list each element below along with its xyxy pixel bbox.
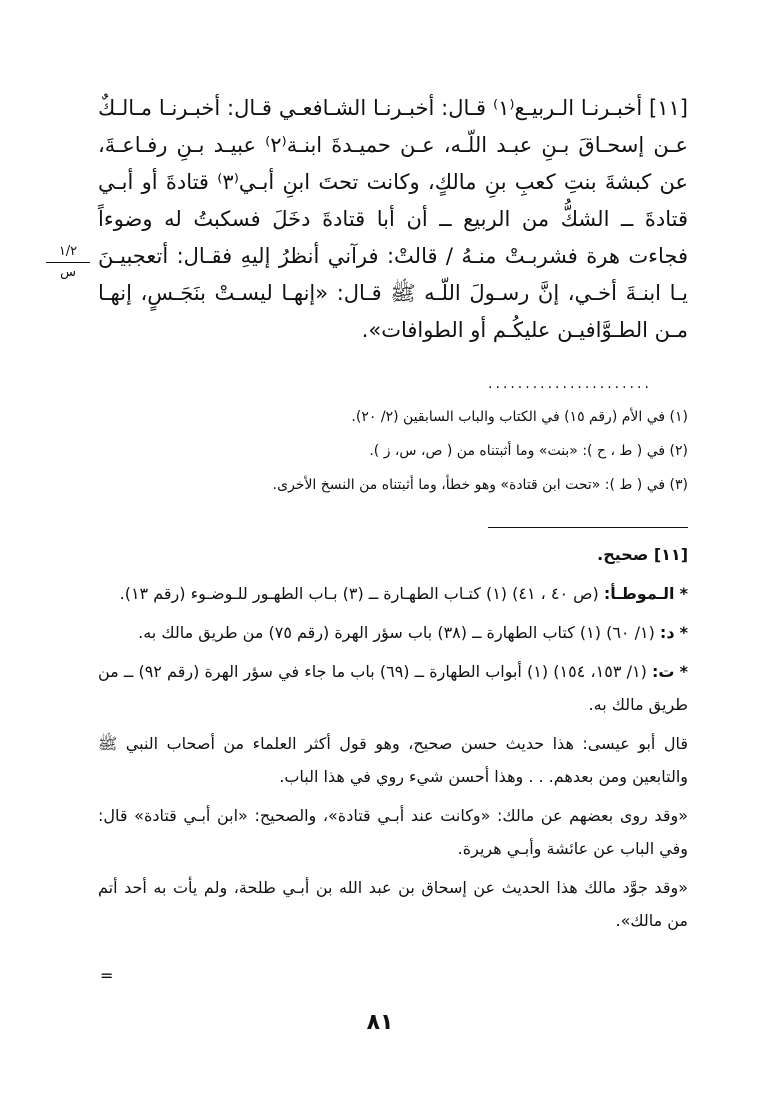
folio-number: ١/٢ [46,244,90,263]
reference-tirmidhi [98,655,688,721]
margin-folio-note [46,244,90,281]
reference-muwatta [98,577,688,610]
reference-text: (١/ ١٥٣، ١٥٤) (١) أبواب الطهارة ــ (٦٩) باب ما جاء في سؤر الهرة (رقم ٩٢) ــ من طريق مالك به. [98,662,688,714]
hadith-paragraph: [١١] أخبـرنـا الـربيـع⁽١⁾ قـال: أخبـرنـا الشـافعـي قـال: أخبـرنـا مـالـكٌ عـن إسحـاقَ بـنِ عبـد اللّـه، عـن حميـدةَ ابنـة⁽٢⁾ عبيـد بـنِ رفـاعـةَ، عن كبشةَ بنتِ كعبِ بنِ مالكٍ، وكانت تحتَ ابنِ أبـي⁽٣⁾ قتادةَ أو أبـي قتادةَ ــ الشكُّ من الربيع ــ أن أبا قتادةَ دخَلَ فسكبتُ له وضوءاً فجاءت هرة فشربـتْ منـهُ / قالتْ: فرآني أنظرُ إليهِ فقـال: أتعجبيـنَ يـا ابنـةَ أخـي، إنَّ رسـولَ اللّـه ﷺ قـال: «إنهـا ليسـتْ بنَجَـسٍ، إنهـا مـن الطـوَّافيـن عليكُـم أو الطوافات». [98,96,689,342]
star-icon: * [679,623,688,642]
star-icon: * [679,584,688,603]
reference-label: الـموطـأ: [603,584,675,603]
commentary-heading: [١١] صحيح. [597,545,688,564]
star-icon: * [679,662,689,681]
footnote-3: (٣) في ( ط ): «تحت ابن قتادة» وهو خطأ، وما أثبتناه من النسخ الأخرى. [272,477,688,493]
reference-text: (١/ ٦٠) (١) كتاب الطهارة ــ (٣٨) باب سؤر الهرة (رقم ٧٥) من طريق مالك به. [138,623,660,642]
continuation-mark: = [100,966,114,985]
hadith-text [98,90,688,349]
reference-label: ت: [651,662,675,681]
footnote-separator-dots: ...................... [488,376,652,392]
commentary-paragraph: «وقد روى بعضهم عن مالك: «وكانت عند أبـي قتادة»، والصحيح: «ابن أبـي قتادة» قال: وفي الباب عن عائشة وأبـي هريرة. [98,806,688,858]
commentary-paragraph: قال أبو عيسى: هذا حديث حسن صحيح، وهو قول أكثر العلماء من أصحاب النبي ﷺ والتابعين ومن بعدهم. . . وهذا أحسن شيء روي في هذا الباب. [98,734,688,786]
takhrij-commentary [98,538,688,943]
footnote-1: (١) في الأم (رقم ١٥) في الكتاب والباب السابقين (٢/ ٢٠). [351,409,688,425]
reference-text: (ص ٤٠ ، ٤١) (١) كتـاب الطهـارة ــ (٣) بـاب الطهـور للـوضـوء (رقم ١٣). [119,584,604,603]
reference-abu-dawud [98,616,688,649]
page-number: ٨١ [366,1010,394,1035]
footnotes [120,400,688,502]
folio-manuscript-letter: س [60,265,76,280]
reference-label: د: [659,623,675,642]
section-divider [488,527,688,528]
commentary-paragraph: «وقد جوَّد مالك هذا الحديث عن إسحاق بن عبد الله بن أبـي طلحة، ولم يأت به أحد أتم من مالك». [98,878,688,930]
footnote-2: (٢) في ( ط ، ح ): «بنت» وما أثبتناه من ( ص، س، ز ). [369,443,688,459]
